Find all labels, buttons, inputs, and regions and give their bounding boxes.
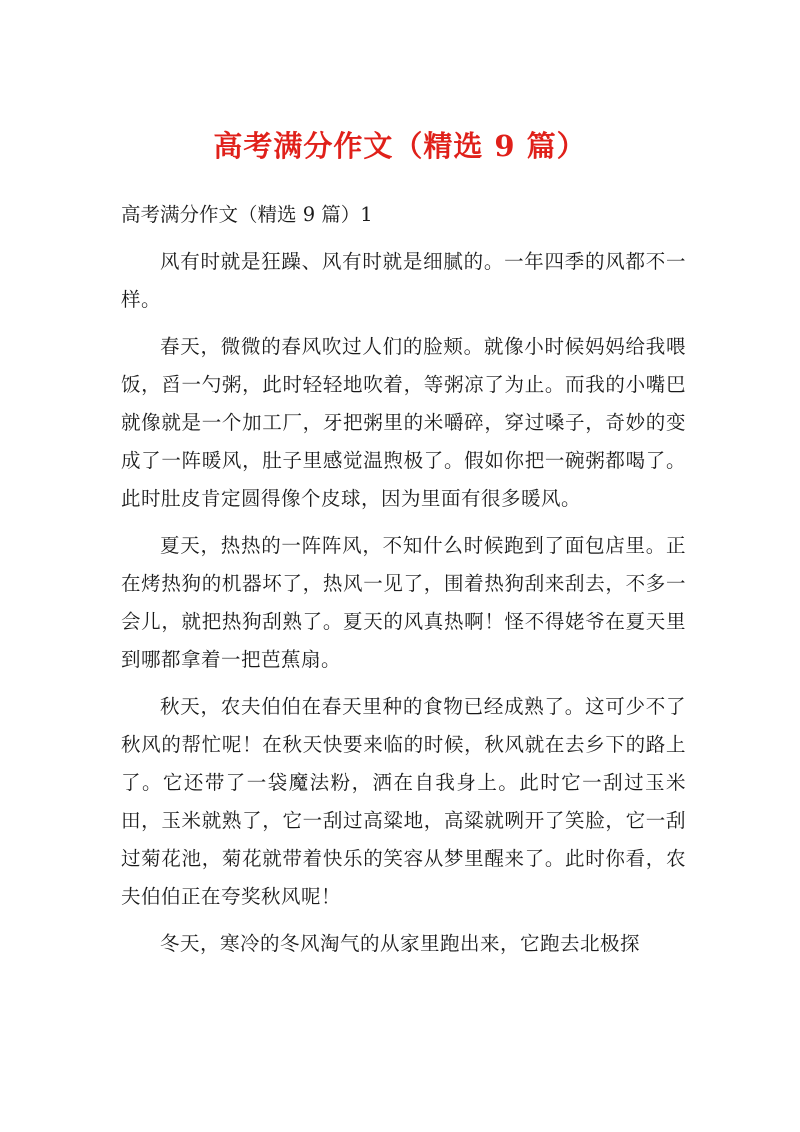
- paragraph: 冬天，寒冷的冬风淘气的从家里跑出来，它跑去北极探: [160, 932, 641, 955]
- essay-subtitle: 高考满分作文（精选 9 篇）1: [121, 203, 373, 226]
- paragraph: 夏天，热热的一阵阵风，不知什么时候跑到了面包店里。正在烤热狗的机器坏了，热风一见了，围着热狗刮来刮去，不多一会儿，就把热狗刮熟了。夏天的风真热啊！怪不得姥爷在夏天里到哪都拿着一把芭蕉扇。: [121, 534, 686, 671]
- paragraph: 春天，微微的春风吹过人们的脸颊。就像小时候妈妈给我喂饭，舀一勺粥，此时轻轻地吹着，等粥凉了为止。而我的小嘴巴就像就是一个加工厂，牙把粥里的米嚼碎，穿过嗓子，奇妙的变成了一阵暖风，肚子里感觉温煦极了。假如你把一碗粥都喝了。此时肚皮肯定圆得像个皮球，因为里面有很多暖风。: [121, 335, 686, 510]
- paragraph: 秋天，农夫伯伯在春天里种的食物已经成熟了。这可少不了秋风的帮忙呢！在秋天快要来临的时候，秋风就在去乡下的路上了。它还带了一袋魔法粉，洒在自我身上。此时它一刮过玉米田，玉米就熟了，它一刮过高粱地，高粱就咧开了笑脸，它一刮过菊花池，菊花就带着快乐的笑容从梦里醒来了。此时你看，农夫伯伯正在夸奖秋风呢！: [121, 695, 686, 908]
- document-title: 高考满分作文（精选 9 篇）: [213, 129, 587, 163]
- document-body: [121, 196, 686, 963]
- paragraph: 风有时就是狂躁、风有时就是细腻的。一年四季的风都不一样。: [121, 250, 686, 311]
